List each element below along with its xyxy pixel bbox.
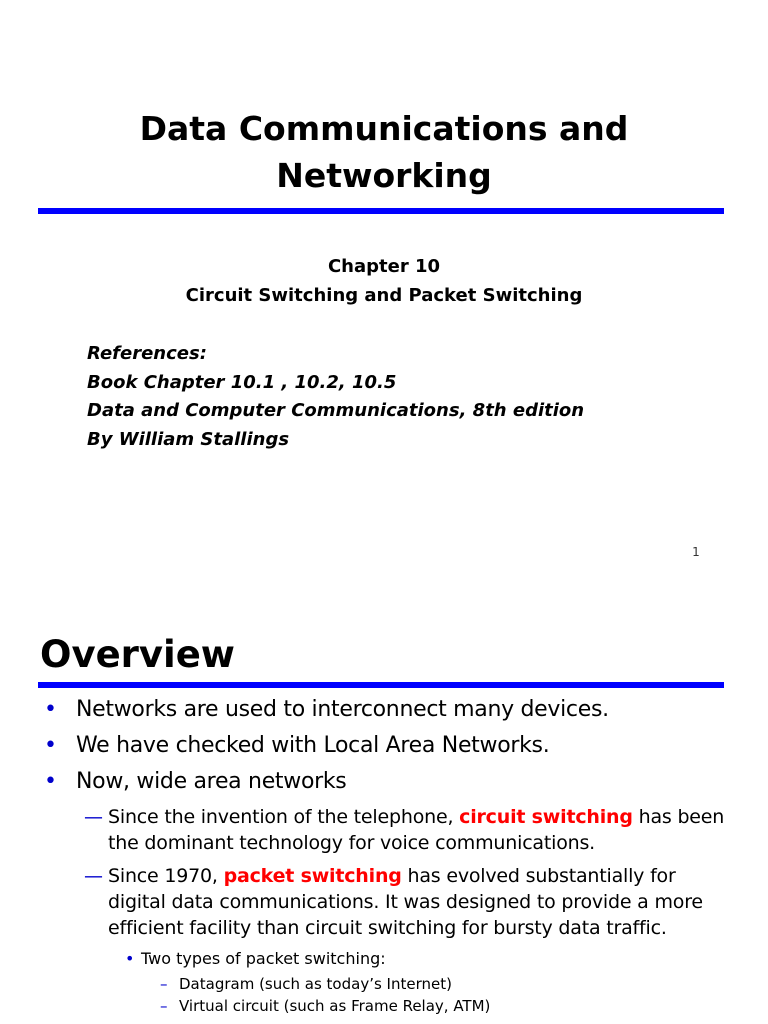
bullet-item (44, 768, 734, 796)
references-heading: References: (87, 343, 207, 364)
sub-bullet-text: Since the invention of the telephone, circuit switching has been the dominant technology for voice communications. (108, 806, 725, 854)
small-dash-icon: – (160, 997, 168, 1015)
bullet-icon: • (44, 697, 57, 722)
type-text: Virtual circuit (such as Frame Relay, ATM) (179, 997, 491, 1015)
bullet-item (44, 732, 734, 760)
reference-item: Book Chapter 10.1 , 10.2, 10.5 (87, 371, 397, 393)
overview-title: Overview (40, 633, 235, 676)
sub-sub-bullet-text: Two types of packet switching: (141, 949, 386, 968)
bullet-icon: • (44, 733, 57, 758)
reference-item: By William Stallings (87, 428, 290, 450)
small-bullet-icon: • (125, 949, 135, 968)
type-item (44, 973, 734, 995)
highlight-circuit-switching: circuit switching (459, 806, 633, 828)
overview-bullet-list (44, 696, 734, 1017)
bullet-text: We have checked with Local Area Networks. (76, 733, 550, 758)
dash-icon: — (84, 806, 103, 828)
small-dash-icon: – (160, 975, 168, 993)
bullet-icon: • (44, 769, 57, 794)
dash-icon: — (84, 865, 103, 887)
bullet-item (44, 696, 734, 724)
page-number: 1 (692, 545, 700, 559)
chapter-label: Chapter 10 (327, 256, 441, 277)
sub-bullet-text: Since 1970, packet switching has evolved substantially for digital data communications. It was designed to provide a more efficient facility than circuit switching for bursty data traffic. (108, 865, 703, 939)
sub-bullet-item (44, 863, 734, 941)
type-text: Datagram (such as today’s Internet) (179, 975, 452, 993)
slide-title-line-1: Data Communications and (139, 109, 629, 148)
sub-sub-bullet-item (44, 948, 734, 970)
highlight-packet-switching: packet switching (223, 865, 402, 887)
references-list (87, 340, 584, 454)
sub-bullet-item (44, 804, 734, 856)
type-item (44, 995, 734, 1017)
overview-divider (38, 682, 724, 688)
chapter-subtitle: Circuit Switching and Packet Switching (185, 285, 583, 306)
slide-title-line-2: Networking (276, 156, 492, 195)
reference-item: Data and Computer Communications, 8th edition (87, 400, 585, 421)
bullet-text: Networks are used to interconnect many devices. (76, 697, 609, 722)
bullet-text: Now, wide area networks (76, 769, 347, 794)
title-divider (38, 208, 724, 214)
overview-slide (0, 594, 768, 1024)
